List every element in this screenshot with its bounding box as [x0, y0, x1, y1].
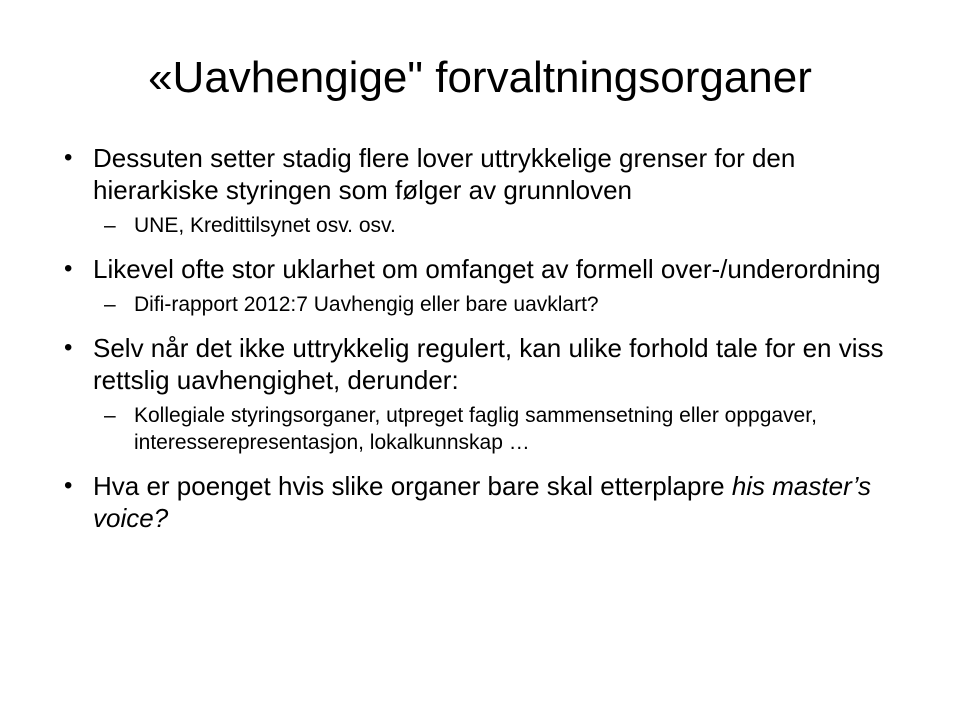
sub-bullet-item	[64, 402, 904, 456]
slide-body	[64, 142, 904, 534]
sub-bullet-item	[64, 291, 904, 318]
bullet-icon: •	[64, 144, 73, 171]
sub-bullet-text: Difi-rapport 2012:7 Uavhengig eller bare uavklart?	[134, 293, 599, 316]
bullet-text: Dessuten setter stadig flere lover uttrykkelige grenser for den hierarkiske styringen som følger av grunnloven	[93, 143, 796, 205]
bullet-text: Selv når det ikke uttrykkelig regulert, kan ulike forhold tale for en viss rettslig uavhengighet, derunder:	[93, 333, 884, 395]
bullet-icon: •	[64, 334, 73, 361]
sub-bullet-text: Kollegiale styringsorganer, utpreget faglig sammensetning eller oppgaver, interesserepresentasjon, lokalkunnskap …	[134, 404, 817, 454]
bullet-item	[64, 142, 904, 206]
bullet-text: Hva er poenget hvis slike organer bare skal etterplapre	[93, 471, 725, 501]
bullet-item	[64, 332, 904, 396]
sub-bullet-item	[64, 212, 904, 239]
bullet-item	[64, 253, 904, 285]
dash-icon: –	[104, 293, 116, 316]
slide-title: «Uavhengige" forvaltningsorganer	[148, 53, 812, 102]
bullet-text-italic: his master’s voice?	[93, 471, 872, 533]
dash-icon: –	[104, 214, 116, 237]
sub-bullet-text: UNE, Kredittilsynet osv. osv.	[134, 214, 396, 237]
dash-icon: –	[104, 404, 116, 427]
bullet-text: Likevel ofte stor uklarhet om omfanget av formell over-/underordning	[93, 254, 881, 284]
bullet-icon: •	[64, 255, 73, 282]
bullet-icon: •	[64, 472, 73, 499]
bullet-item	[64, 470, 904, 534]
